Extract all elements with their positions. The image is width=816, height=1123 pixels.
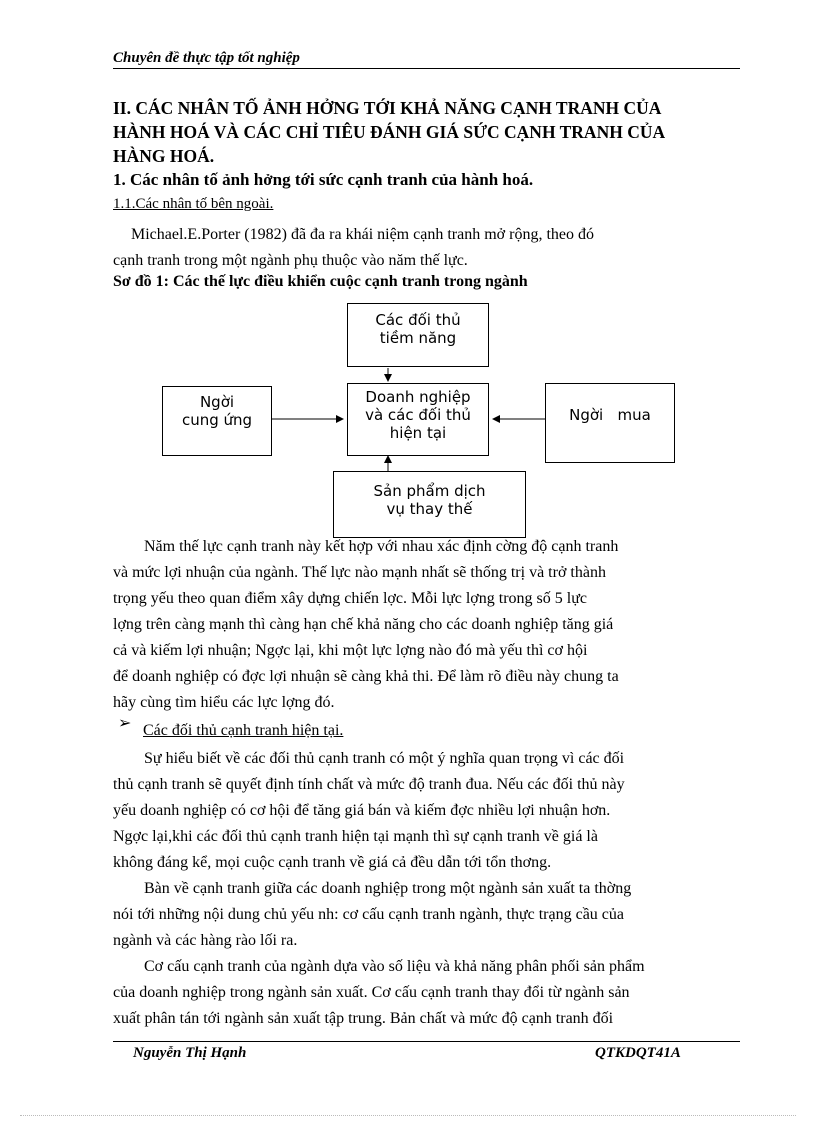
paragraph-line: cạnh tranh trong một ngành phụ thuộc vào năm thế lực. bbox=[113, 252, 468, 269]
figure-title: Sơ đồ 1: Các thế lực điều khiển cuộc cạnh tranh trong ngành bbox=[113, 273, 528, 290]
paragraph-line: ngành và các hàng rào lối ra. bbox=[113, 932, 298, 949]
paragraph-line: thủ cạnh tranh sẽ quyết định tính chất và mức độ tranh đua. Nếu các đối thủ này bbox=[113, 776, 625, 793]
box-line: Ngời mua bbox=[569, 406, 651, 424]
paragraph-line: hãy cùng tìm hiểu các lực lợng đó. bbox=[113, 694, 335, 711]
paragraph-line: của doanh nghiệp trong ngành sản xuất. Cơ cấu cạnh tranh thay đổi từ ngành sản bbox=[113, 984, 630, 1001]
paragraph-line: để doanh nghiệp có đợc lợi nhuận sẽ càng khả thi. Để làm rõ điều này chung ta bbox=[113, 668, 619, 685]
box-line: tiềm năng bbox=[379, 329, 457, 347]
paragraph-line: yếu doanh nghiệp có cơ hội để tăng giá bán và kiếm đợc nhiều lợi nhuận hơn. bbox=[113, 802, 611, 819]
box-line: Ngời bbox=[199, 393, 235, 411]
paragraph-line: lợng trên càng mạnh thì càng hạn chế khả năng cho các doanh nghiệp tăng giá bbox=[113, 616, 614, 633]
header-divider bbox=[113, 68, 740, 69]
footer-author: Nguyễn Thị Hạnh bbox=[133, 1045, 247, 1061]
box-line: vụ thay thế bbox=[386, 500, 473, 518]
box-line: Doanh nghiệp bbox=[365, 388, 471, 406]
paragraph-line: Michael.E.Porter (1982) đã đa ra khái niệm cạnh tranh mở rộng, theo đó bbox=[131, 226, 594, 243]
box-line: Sản phẩm dịch bbox=[373, 482, 486, 500]
paragraph-line: nói tới những nội dung chủ yếu nh: cơ cấu cạnh tranh ngành, thực trạng cầu của bbox=[113, 906, 625, 923]
paragraph-line: không đáng kể, mọi cuộc cạnh tranh về giá cả đều dẫn tới tổn thơng. bbox=[113, 854, 552, 871]
box-line: và các đối thủ bbox=[365, 406, 471, 424]
paragraph-line: Sự hiểu biết về các đối thủ cạnh tranh có một ý nghĩa quan trọng vì các đối bbox=[144, 750, 625, 767]
section-title bbox=[113, 96, 741, 168]
paragraph-line: Bàn về cạnh tranh giữa các doanh nghiệp trong một ngành sản xuất ta thờng bbox=[144, 880, 632, 897]
paragraph-line: trọng yếu theo quan điểm xây dựng chiến lợc. Mỗi lực lợng trong số 5 lực bbox=[113, 590, 587, 607]
paragraph-line: xuất phân tán tới ngành sản xuất tập trung. Bản chất và mức độ cạnh tranh đối bbox=[113, 1010, 614, 1027]
page-bottom-border bbox=[20, 1115, 796, 1116]
heading-1: 1. Các nhân tố ảnh hởng tới sức cạnh tranh của hành hoá. bbox=[113, 170, 534, 189]
paragraph-line: cả và kiếm lợi nhuận; Ngợc lại, khi một lực lợng nào đó mà yếu thì cơ hội bbox=[113, 642, 588, 659]
structure-paragraph bbox=[113, 954, 741, 1032]
paragraph-line: Ngợc lại,khi các đối thủ cạnh tranh hiện tại mạnh thì sự cạnh tranh về giá là bbox=[113, 828, 598, 845]
bullet-arrow-icon: ➢ bbox=[118, 713, 132, 732]
box-suppliers bbox=[162, 386, 272, 456]
box-line: Các đối thủ bbox=[375, 311, 461, 329]
five-forces-paragraph bbox=[113, 534, 741, 716]
box-substitutes bbox=[333, 471, 526, 538]
page-header-title: Chuyên đề thực tập tốt nghiệp bbox=[113, 50, 300, 66]
section-title-line: HÀNG HOÁ. bbox=[113, 146, 215, 166]
competitors-paragraph bbox=[113, 746, 741, 876]
industry-paragraph bbox=[113, 876, 741, 954]
heading-1-1: 1.1.Các nhân tố bên ngoài. bbox=[113, 196, 274, 212]
paragraph-line: Cơ cấu cạnh tranh của ngành dựa vào số liệu và khả năng phân phối sản phẩm bbox=[144, 958, 645, 975]
intro-paragraph bbox=[113, 222, 741, 274]
box-firm-and-rivals bbox=[347, 383, 489, 456]
box-potential-competitors bbox=[347, 303, 489, 367]
paragraph-line: và mức lợi nhuận của ngành. Thế lực nào mạnh nhất sẽ thống trị và trở thành bbox=[113, 564, 606, 581]
bullet-heading: Các đối thủ cạnh tranh hiện tại. bbox=[143, 722, 344, 739]
section-title-line: II. CÁC NHÂN TỐ ẢNH HỞNG TỚI KHẢ NĂNG CẠNH TRANH CỦA bbox=[113, 98, 662, 118]
section-title-line: HÀNH HOÁ VÀ CÁC CHỈ TIÊU ĐÁNH GIÁ SỨC CẠNH TRANH CỦA bbox=[113, 122, 666, 142]
footer-divider bbox=[113, 1041, 740, 1042]
box-buyers bbox=[545, 383, 675, 463]
footer-class-code: QTKDQT41A bbox=[595, 1045, 681, 1061]
box-line: hiện tại bbox=[389, 424, 447, 442]
paragraph-line: Năm thế lực cạnh tranh này kết hợp với nhau xác định cờng độ cạnh tranh bbox=[144, 538, 619, 555]
box-line: cung ứng bbox=[181, 411, 253, 429]
